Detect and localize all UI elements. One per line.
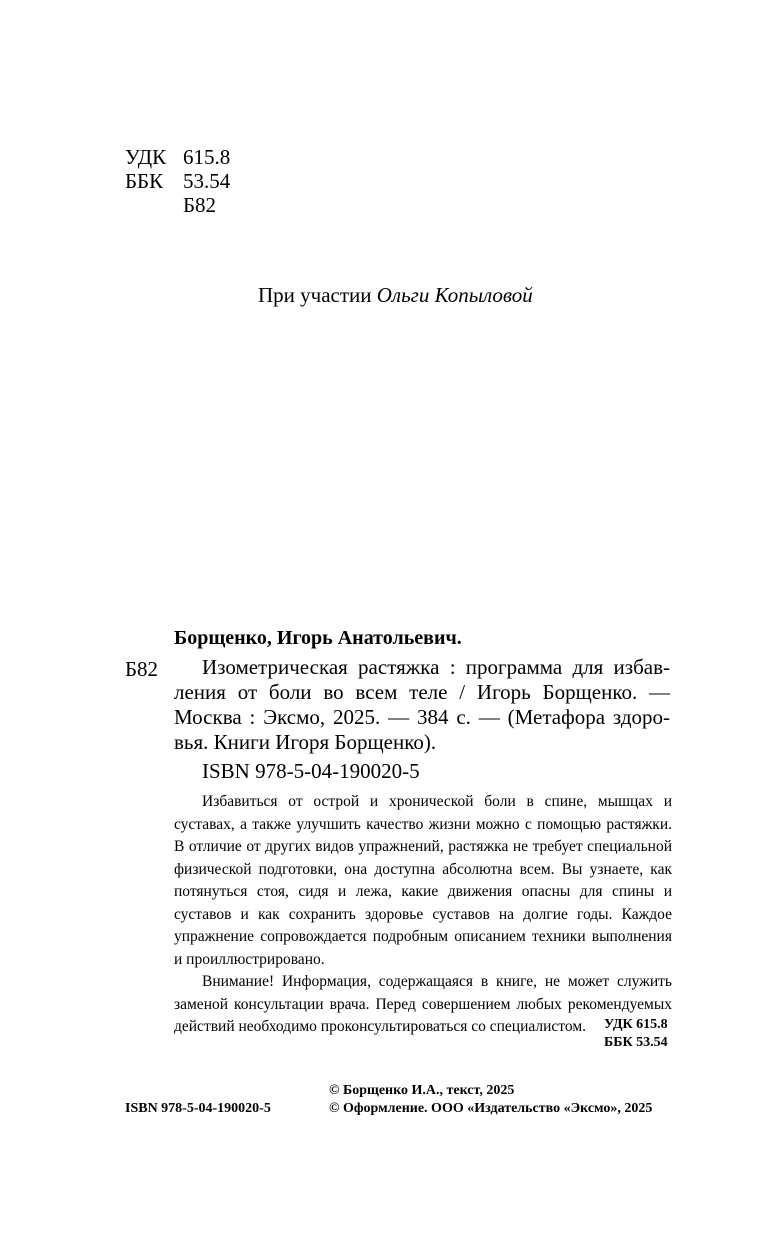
footer-bbk: ББК 53.54: [604, 1035, 668, 1050]
catalog-isbn: ISBN 978-5-04-190020-5: [202, 759, 420, 783]
copyright-text: © Борщенко И.А., текст, 2025: [329, 1083, 515, 1098]
participant-name: Ольги Копыловой: [376, 283, 533, 307]
participation-line: [258, 283, 533, 308]
classification-codes: [125, 145, 230, 217]
participation-prefix: При участии: [258, 283, 372, 307]
udk-value: 615.8: [183, 145, 231, 169]
catalog-author: Борщенко, Игорь Анатольевич.: [174, 627, 462, 649]
catalog-line-4: вья. Книги Игоря Борщенко).: [174, 730, 437, 754]
abstract-paragraph-2: Внимание! Информация, содержащаяся в книге, не может служить заменой консультации врача. Перед совершением любых рекомендуемых действий необходимо проконсультироваться со специалистом.: [174, 973, 672, 1035]
footer-codes: [604, 1016, 668, 1052]
udk-row: [125, 145, 230, 169]
author-mark: Б82: [183, 193, 217, 217]
catalog-line-2: ления от боли во всем теле / Игорь Борщенко. —: [174, 680, 670, 704]
catalog-line-1: Изометрическая растяжка : программа для избав-: [202, 655, 670, 679]
footer-udk: УДК 615.8: [604, 1017, 668, 1032]
copyright-design: © Оформление. ООО «Издательство «Эксмо», 2025: [329, 1101, 653, 1116]
abstract: [174, 791, 672, 1039]
udk-label: УДК: [125, 145, 167, 169]
abstract-paragraph-1: Избавиться от острой и хронической боли в спине, мышцах и суставах, а также улучшить качество жизни можно с помощью растяжки. В отличие от других видов упражнений, растяжка не требует специальной физической подготовки, она доступна абсолютна всем. Вы узнаете, как потянуться стоя, сидя и лежа, какие движения опасны для спины и суставов и как сохранить здоровье суставов на долгие годы. Каждое упражнение сопровождается подробным описанием техники выполнения и проиллюстрировано.: [174, 793, 672, 968]
bbk-value: 53.54: [183, 169, 231, 193]
footer-isbn: ISBN 978-5-04-190020-5: [125, 1101, 271, 1116]
author-mark-row: [125, 193, 230, 217]
bbk-row: [125, 169, 230, 193]
catalog-author-mark: Б82: [125, 657, 159, 681]
bbk-label: ББК: [125, 169, 164, 193]
catalog-line-3: Москва : Эксмо, 2025. — 384 с. — (Метафора здоро-: [174, 705, 670, 729]
